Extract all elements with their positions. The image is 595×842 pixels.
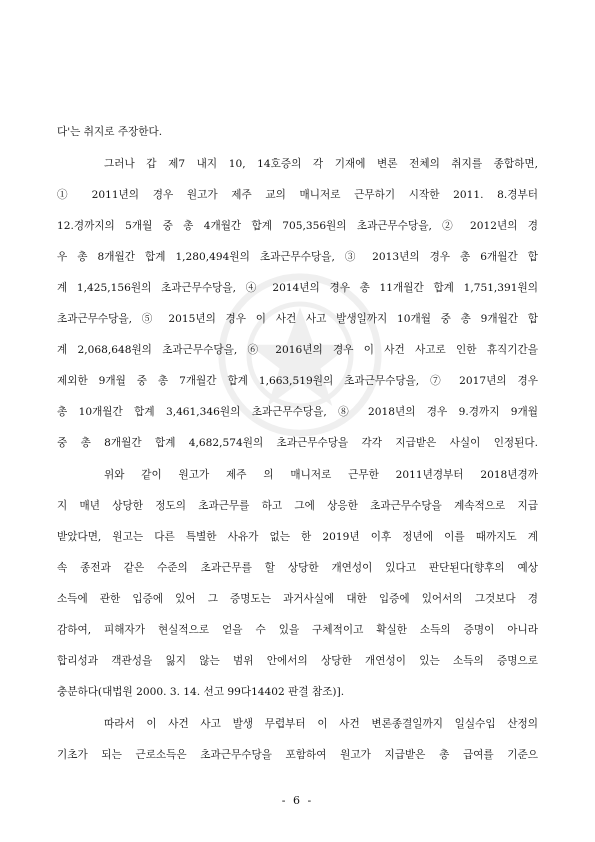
page-number: - 6 - xyxy=(281,794,314,807)
text-line-18: 합리성과 객관성을 잃지 않는 범위 안에서의 상당한 개연성이 있는 소득의 증명으로 xyxy=(57,655,538,667)
text-line-20: 따라서 이 사건 사고 발생 무렵부터 이 사건 변론종결일까지 일실수입 산정의 xyxy=(104,718,538,730)
text-line-9: 제외한 9개월 중 총 7개월간 합계 1,663,519원의 초과근무수당을, ⑦ 2017년의 경우 xyxy=(57,375,538,387)
text-line-7: 초과근무수당을, ⑤ 2015년의 경우 이 사건 사고 발생일까지 10개월 중 총 9개월간 합 xyxy=(57,313,538,325)
text-line-17: 감하여, 피해자가 현실적으로 얻을 수 있을 구체적이고 확실한 소득의 증명이 아니라 xyxy=(57,624,538,636)
text-line-11: 중 총 8개월간 합계 4,682,574원의 초과근무수당을 각각 지급받은 사실이 인정된다. xyxy=(57,437,538,449)
text-line-6: 계 1,425,156원의 초과근무수당을, ④ 2014년의 경우 총 11개월간 합계 1,751,391원의 xyxy=(57,282,538,294)
text-line-8: 계 2,068,648원의 초과근무수당을, ⑥ 2016년의 경우 이 사건 사고로 인한 휴직기간을 xyxy=(57,344,538,356)
text-line-1: 다'는 취지로 주장한다. xyxy=(57,126,163,138)
text-line-15: 속 종전과 같은 수준의 초과근무를 할 상당한 개연성이 있다고 판단된다[향후의 예상 xyxy=(57,562,538,574)
text-line-16: 소득에 관한 입증에 있어 그 증명도는 과거사실에 대한 입증에 있어서의 그것보다 경 xyxy=(57,593,538,605)
text-line-12: 위와 같이 원고가 제주 의 매니저로 근무한 2011년경부터 2018년경까 xyxy=(104,469,538,481)
text-line-21: 기초가 되는 근로소득은 초과근무수당을 포함하여 원고가 지급받은 총 급여를 기준으 xyxy=(57,749,538,761)
text-line-4: 12.경까지의 5개월 중 총 4개월간 합계 705,356원의 초과근무수당을, ② 2012년의 경 xyxy=(57,220,538,232)
text-line-10: 총 10개월간 합계 3,461,346원의 초과근무수당을, ⑧ 2018년의 경우 9.경까지 9개월 xyxy=(57,406,538,418)
text-line-13: 지 매년 상당한 정도의 초과근무를 하고 그에 상응한 초과근무수당을 계속적으로 지급 xyxy=(57,500,538,512)
text-line-5: 우 총 8개월간 합계 1,280,494원의 초과근무수당을, ③ 2013년의 경우 총 6개월간 합 xyxy=(57,251,538,263)
text-line-14: 받았다면, 원고는 다른 특별한 사유가 없는 한 2019년 이후 정년에 이를 때까지도 계 xyxy=(57,531,538,543)
text-line-3: ① 2011년의 경우 원고가 제주 교의 매니저로 근무하기 시작한 2011. 8.경부터 xyxy=(57,189,538,201)
text-line-2: 그러나 갑 제7 내지 10, 14호증의 각 기재에 변론 전체의 취지를 종합하면, xyxy=(104,158,538,170)
text-line-19: 충분하다(대법원 2000. 3. 14. 선고 99다14402 판결 참조)]. xyxy=(57,686,345,698)
